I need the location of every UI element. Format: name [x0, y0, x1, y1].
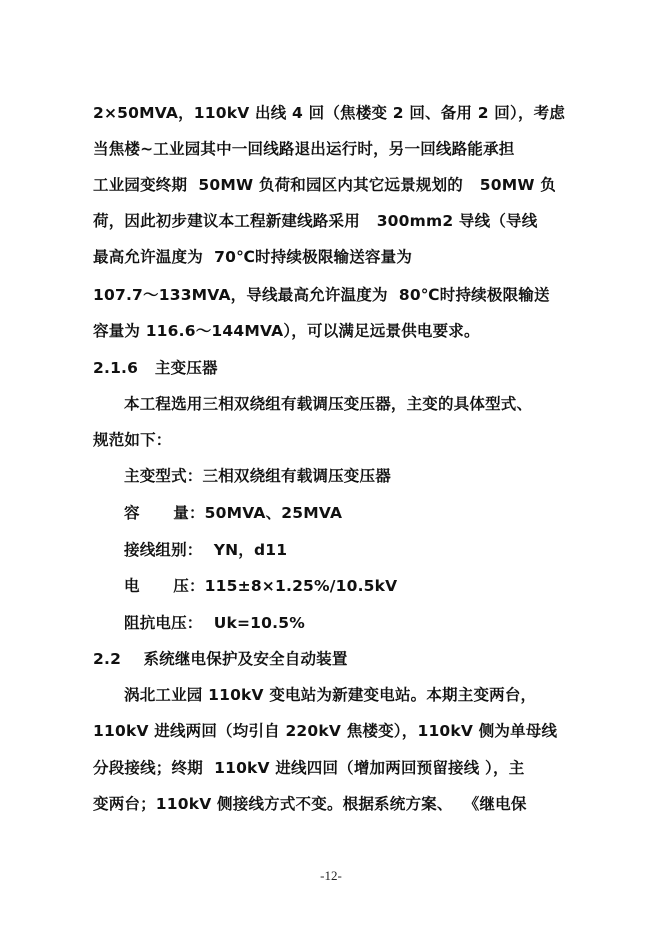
- text-line: 荷，因此初步建议本工程新建线路采用 300mm2 导线（导线: [93, 212, 538, 230]
- text-line: 规范如下：: [93, 431, 172, 449]
- spec-line: 阻抗电压： Uk=10.5%: [124, 614, 305, 632]
- text-line: 107.7～133MVA，导线最高允许温度为 80℃时持续极限输送: [93, 286, 550, 304]
- text-line: 当焦楼~工业园其中一回线路退出运行时，另一回线路能承担: [93, 140, 515, 158]
- spec-line: 容 量：50MVA、25MVA: [124, 504, 343, 522]
- page-number: -12-: [320, 868, 342, 883]
- text-line: 分段接线；终期 110kV 进线四回（增加两回预留接线 ），主: [93, 759, 525, 777]
- text-line: 本工程选用三相双绕组有载调压变压器，主变的具体型式、: [124, 395, 533, 413]
- text-line: 变两台；110kV 侧接线方式不变。根据系统方案、 《继电保: [93, 795, 527, 813]
- text-line: 涡北工业园 110kV 变电站为新建变电站。本期主变两台，: [124, 686, 537, 704]
- spec-line: 电 压：115±8×1.25%/10.5kV: [124, 577, 398, 595]
- text-line: 工业园变终期 50MW 负荷和园区内其它远景规划的 50MW 负: [93, 176, 556, 194]
- text-line: 最高允许温度为 70℃时持续极限输送容量为: [93, 248, 413, 266]
- text-line: 110kV 进线两回（均引自 220kV 焦楼变），110kV 侧为单母线: [93, 722, 558, 740]
- section-heading: 2.1.6 主变压器: [93, 359, 218, 377]
- spec-line: 接线组别： YN，d11: [124, 541, 288, 559]
- section-heading: 2.2 系统继电保护及安全自动装置: [93, 650, 348, 668]
- text-line: 2×50MVA，110kV 出线 4 回（焦楼变 2 回、备用 2 回），考虑: [93, 104, 566, 122]
- text-line: 容量为 116.6～144MVA），可以满足远景供电要求。: [93, 322, 480, 340]
- spec-line: 主变型式：三相双绕组有载调压变压器: [124, 467, 391, 485]
